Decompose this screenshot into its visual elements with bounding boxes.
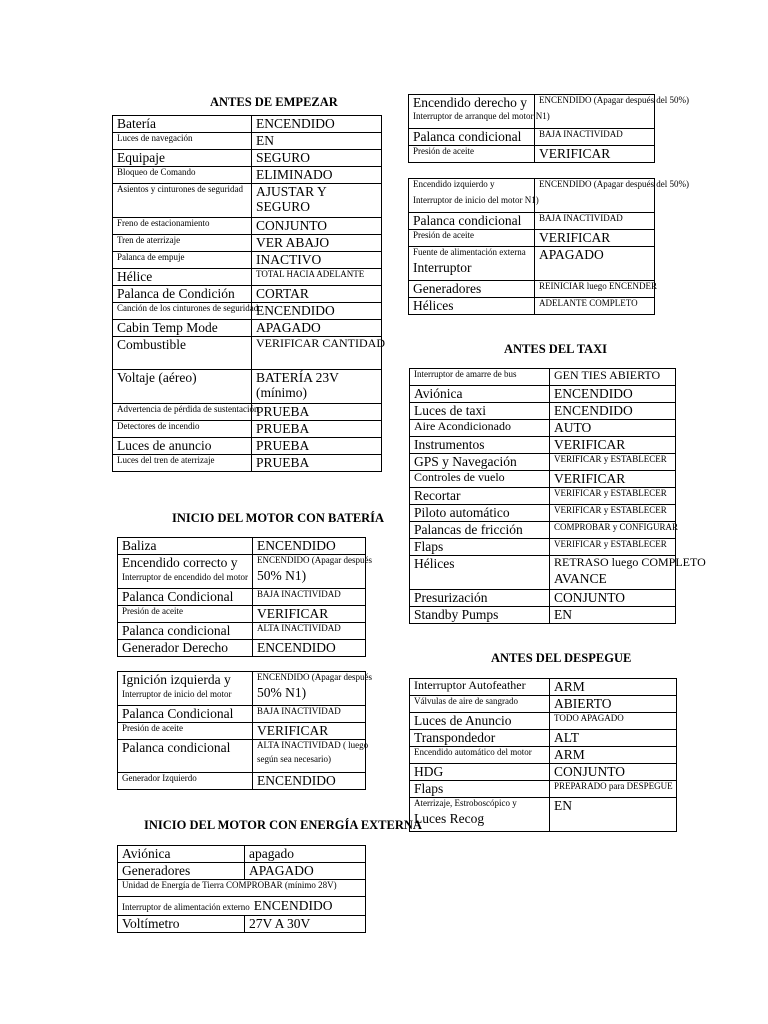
item-label: Canción de los cinturones de seguridad xyxy=(113,303,252,320)
table-row xyxy=(113,218,382,235)
item-value: REINICIAR luego ENCENDER xyxy=(535,281,655,298)
item-value: ADELANTE COMPLETO xyxy=(535,298,655,315)
checklist-inicio-bateria-1 xyxy=(117,537,372,657)
item-value: ENCENDIDO xyxy=(550,403,676,420)
item-value: VERIFICAR y ESTABLECER xyxy=(550,539,676,556)
item-value: PRUEBA xyxy=(252,404,382,421)
item-label: Presión de aceite xyxy=(409,230,535,247)
item-value: VERIFICAR xyxy=(535,230,655,247)
item-value: PRUEBA xyxy=(252,455,382,472)
item-label: Luces de taxi xyxy=(410,403,550,420)
item-label: Standby Pumps xyxy=(410,607,550,624)
item-value: PREPARADO para DESPEGUE xyxy=(550,781,677,798)
item-label: Tren de aterrizaje xyxy=(113,235,252,252)
table-row xyxy=(410,437,676,454)
table-row xyxy=(409,179,655,213)
item-label: Combustible xyxy=(113,337,252,370)
table-row xyxy=(113,116,382,133)
table-row xyxy=(410,713,677,730)
table-row xyxy=(409,146,655,163)
item-value: VERIFICAR xyxy=(535,146,655,163)
item-value: AUTO xyxy=(550,420,676,437)
item-label: Presión de aceite xyxy=(409,146,535,163)
table-row xyxy=(118,706,366,723)
table-row xyxy=(410,420,676,437)
table-row xyxy=(410,764,677,781)
item-value: CORTAR xyxy=(252,286,382,303)
table-row xyxy=(118,846,366,863)
item-value: VERIFICAR y ESTABLECER xyxy=(550,488,676,505)
item-label: Válvulas de aire de sangrado xyxy=(410,696,550,713)
checklist-encendido-izquierdo xyxy=(408,178,689,315)
item-label: Presión de aceite xyxy=(118,723,253,740)
item-value: BATERÍA 23V (mínimo) xyxy=(252,370,382,404)
table-row xyxy=(410,556,676,590)
table-row xyxy=(410,747,677,764)
item-label: Hélices xyxy=(409,298,535,315)
item-label: Voltímetro xyxy=(118,915,245,932)
section-title-antes-del-taxi: ANTES DEL TAXI xyxy=(504,342,608,356)
item-label: Palanca condicional xyxy=(118,740,253,773)
item-value: AJUSTAR Y SEGURO xyxy=(252,184,382,218)
item-label: Baliza xyxy=(118,538,253,555)
section-title-inicio-bateria: INICIO DEL MOTOR CON BATERÍA xyxy=(172,511,385,525)
item-value: ENCENDIDO xyxy=(253,640,366,657)
table-row xyxy=(113,133,382,150)
item-value: VER ABAJO xyxy=(252,235,382,252)
table-row xyxy=(118,723,366,740)
item-label: Interruptor de amarre de bus xyxy=(410,369,550,386)
item-value: RETRASO luego COMPLETO AVANCE xyxy=(550,556,676,590)
item-label: Aterrizaje, Estroboscópico y Luces Recog xyxy=(410,798,550,832)
table-row xyxy=(113,421,382,438)
item-label: GPS y Navegación xyxy=(410,454,550,471)
item-label: Interruptor de alimentación externo ENCENDIDO xyxy=(118,897,366,916)
table-row xyxy=(410,488,676,505)
item-value: VERIFICAR y ESTABLECER xyxy=(550,454,676,471)
item-value: ALTA INACTIVIDAD xyxy=(253,623,366,640)
table-row xyxy=(118,606,366,623)
item-label: Palanca de Condición xyxy=(113,286,252,303)
table-row xyxy=(409,298,655,315)
table-row xyxy=(113,303,382,320)
item-value: ENCENDIDO xyxy=(550,386,676,403)
item-value: APAGADO xyxy=(252,320,382,337)
item-label: Equipaje xyxy=(113,150,252,167)
item-value: ELIMINADO xyxy=(252,167,382,184)
item-value: PRUEBA xyxy=(252,421,382,438)
item-label: Generador Derecho xyxy=(118,640,253,657)
item-label: Aviónica xyxy=(118,846,245,863)
item-label: Recortar xyxy=(410,488,550,505)
table-row xyxy=(113,252,382,269)
item-label: Aire Acondicionado xyxy=(410,420,550,437)
table-row xyxy=(118,863,366,880)
table-row xyxy=(118,880,366,897)
item-label: Aviónica xyxy=(410,386,550,403)
item-value: BAJA INACTIVIDAD xyxy=(253,706,366,723)
table-row xyxy=(409,129,655,146)
item-value: BAJA INACTIVIDAD xyxy=(535,213,655,230)
item-value: VERIFICAR y ESTABLECER xyxy=(550,505,676,522)
table-row xyxy=(118,640,366,657)
item-label: Controles de vuelo xyxy=(410,471,550,488)
table-row xyxy=(410,730,677,747)
checklist-inicio-externa xyxy=(117,845,366,933)
item-label: Flaps xyxy=(410,539,550,556)
item-label: Palanca condicional xyxy=(118,623,253,640)
item-label: Palanca condicional xyxy=(409,213,535,230)
item-label: Freno de estacionamiento xyxy=(113,218,252,235)
item-value: INACTIVO xyxy=(252,252,382,269)
item-label: Transpondedor xyxy=(410,730,550,747)
checklist-encendido-derecho xyxy=(408,94,689,163)
checklist-inicio-bateria-2 xyxy=(117,671,372,790)
table-row xyxy=(410,679,677,696)
table-row xyxy=(409,281,655,298)
item-label: Hélices xyxy=(410,556,550,590)
table-row xyxy=(410,522,676,539)
item-value: EN xyxy=(252,133,382,150)
item-label: Advertencia de pérdida de sustentación xyxy=(113,404,252,421)
item-value: ENCENDIDO xyxy=(252,303,382,320)
table-row xyxy=(113,235,382,252)
item-value: ALTA INACTIVIDAD ( luego según sea necesario) xyxy=(253,740,366,773)
item-label: Palanca Condicional xyxy=(118,589,253,606)
item-value: ENCENDIDO (Apagar después del 50%) xyxy=(535,179,655,213)
item-label: Palancas de fricción xyxy=(410,522,550,539)
item-label: Luces de navegación xyxy=(113,133,252,150)
table-row xyxy=(113,269,382,286)
table-row xyxy=(118,623,366,640)
item-value: ENCENDIDO (Apagar después 50% N1) xyxy=(253,555,366,589)
item-value: EN xyxy=(550,607,676,624)
table-row xyxy=(113,167,382,184)
table-row xyxy=(118,555,366,589)
item-value: TODO APAGADO xyxy=(550,713,677,730)
item-value: VERIFICAR xyxy=(550,471,676,488)
table-row xyxy=(113,455,382,472)
section-title-antes-de-empezar: ANTES DE EMPEZAR xyxy=(210,95,338,109)
item-value: ENCENDIDO xyxy=(253,538,366,555)
table-row xyxy=(410,696,677,713)
table-row xyxy=(409,230,655,247)
item-label: Cabin Temp Mode xyxy=(113,320,252,337)
item-value: GEN TIES ABIERTO xyxy=(550,369,676,386)
table-row xyxy=(113,150,382,167)
item-label: Batería xyxy=(113,116,252,133)
item-value: BAJA INACTIVIDAD xyxy=(253,589,366,606)
item-value: APAGADO xyxy=(535,247,655,281)
table-row xyxy=(118,897,366,916)
item-label: Luces de anuncio xyxy=(113,438,252,455)
item-value: EN xyxy=(550,798,677,832)
item-value: VERIFICAR xyxy=(253,723,366,740)
item-value: ARM xyxy=(550,679,677,696)
item-label: Generadores xyxy=(409,281,535,298)
item-value: CONJUNTO xyxy=(252,218,382,235)
table-row xyxy=(113,286,382,303)
item-label: Palanca Condicional xyxy=(118,706,253,723)
checklist-antes-del-taxi xyxy=(409,368,706,624)
table-row xyxy=(410,454,676,471)
item-value: SEGURO xyxy=(252,150,382,167)
item-label: Detectores de incendio xyxy=(113,421,252,438)
table-row xyxy=(410,505,676,522)
item-value: CONJUNTO xyxy=(550,764,677,781)
table-row xyxy=(113,320,382,337)
item-value: ENCENDIDO xyxy=(253,773,366,790)
item-label: Palanca condicional xyxy=(409,129,535,146)
item-value: VERIFICAR xyxy=(253,606,366,623)
table-row xyxy=(113,404,382,421)
item-label: Fuente de alimentación externa Interruptor xyxy=(409,247,535,281)
item-label: Asientos y cinturones de seguridad xyxy=(113,184,252,218)
checklist-antes-del-despegue xyxy=(409,678,677,832)
item-value: APAGADO xyxy=(245,863,366,880)
table-row xyxy=(113,370,382,404)
table-row xyxy=(118,589,366,606)
table-row xyxy=(113,438,382,455)
item-label: Generadores xyxy=(118,863,245,880)
item-label: Palanca de empuje xyxy=(113,252,252,269)
table-row xyxy=(118,672,366,706)
item-label: Presión de aceite xyxy=(118,606,253,623)
item-value: VERIFICAR CANTIDAD xyxy=(252,337,382,370)
item-value: ALT xyxy=(550,730,677,747)
item-value: PRUEBA xyxy=(252,438,382,455)
table-row xyxy=(410,403,676,420)
item-value: ARM xyxy=(550,747,677,764)
table-row xyxy=(410,386,676,403)
item-label: Luces del tren de aterrizaje xyxy=(113,455,252,472)
item-value: TOTAL HACIA ADELANTE xyxy=(252,269,382,286)
table-row xyxy=(410,798,677,832)
item-label: Voltaje (aéreo) xyxy=(113,370,252,404)
table-row xyxy=(118,538,366,555)
table-row xyxy=(113,184,382,218)
section-title-inicio-externa: INICIO DEL MOTOR CON ENERGÍA EXTERNA xyxy=(144,818,422,832)
item-label: Encendido derecho y Interruptor de arranque del motor N1) xyxy=(409,95,535,129)
item-label: Instrumentos xyxy=(410,437,550,454)
table-row xyxy=(410,369,676,386)
item-label: HDG xyxy=(410,764,550,781)
table-row xyxy=(409,213,655,230)
item-label: Presurización xyxy=(410,590,550,607)
item-value: apagado xyxy=(245,846,366,863)
item-label: Interruptor Autofeather xyxy=(410,679,550,696)
item-value: CONJUNTO xyxy=(550,590,676,607)
table-row xyxy=(410,471,676,488)
table-row xyxy=(410,781,677,798)
checklist-antes-de-empezar xyxy=(112,115,385,472)
item-label: Flaps xyxy=(410,781,550,798)
item-label: Encendido izquierdo y Interruptor de inicio del motor N1) xyxy=(409,179,535,213)
item-label: Encendido automático del motor xyxy=(410,747,550,764)
item-value: VERIFICAR xyxy=(550,437,676,454)
item-value: ENCENDIDO (Apagar después 50% N1) xyxy=(253,672,366,706)
item-value: ENCENDIDO xyxy=(252,116,382,133)
item-label: Piloto automático xyxy=(410,505,550,522)
item-label: Luces de Anuncio xyxy=(410,713,550,730)
item-value: COMPROBAR y CONFIGURAR xyxy=(550,522,676,539)
item-label: Ignición izquierda y Interruptor de inicio del motor xyxy=(118,672,253,706)
section-title-antes-del-despegue: ANTES DEL DESPEGUE xyxy=(491,651,632,665)
item-value: 27V A 30V xyxy=(245,915,366,932)
item-value: ENCENDIDO (Apagar después del 50%) xyxy=(535,95,655,129)
table-row xyxy=(410,539,676,556)
table-row xyxy=(118,740,366,773)
item-value: BAJA INACTIVIDAD xyxy=(535,129,655,146)
item-label: Hélice xyxy=(113,269,252,286)
table-row xyxy=(410,607,676,624)
item-value: ABIERTO xyxy=(550,696,677,713)
table-row xyxy=(409,95,655,129)
table-row xyxy=(118,915,366,932)
table-row xyxy=(118,773,366,790)
table-row xyxy=(113,337,382,370)
table-row xyxy=(410,590,676,607)
item-label: Unidad de Energía de Tierra COMPROBAR (mínimo 28V) xyxy=(118,880,366,897)
item-label: Bloqueo de Comando xyxy=(113,167,252,184)
item-label: Generador Izquierdo xyxy=(118,773,253,790)
table-row xyxy=(409,247,655,281)
item-label: Encendido correcto y Interruptor de encendido del motor xyxy=(118,555,253,589)
